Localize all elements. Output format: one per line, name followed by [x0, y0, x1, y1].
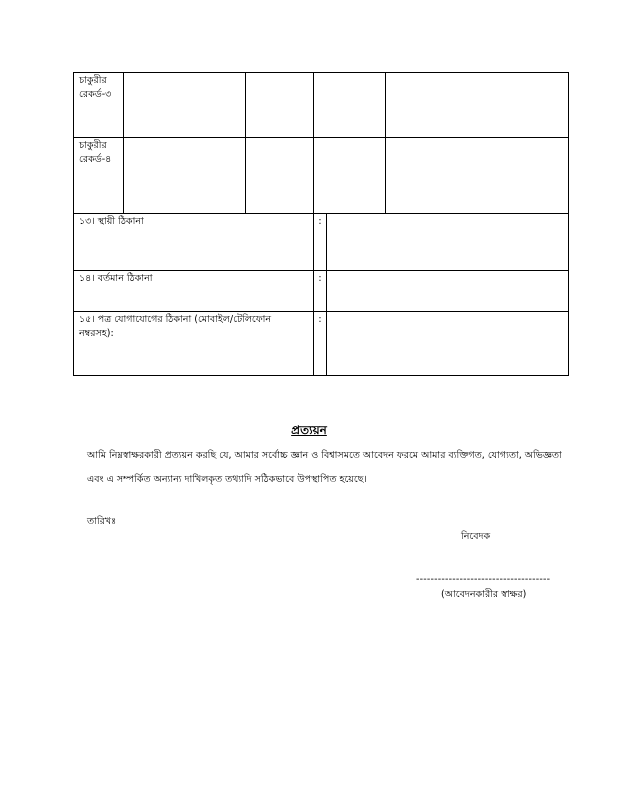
date-label: তারিখঃ [87, 516, 117, 527]
service-record-label: চাকুরীর রেকর্ড-৪ [74, 138, 124, 214]
colon-separator: : [314, 312, 327, 376]
service-record-cell[interactable] [246, 138, 314, 214]
service-record-cell[interactable] [124, 138, 246, 214]
service-record-cell[interactable] [314, 138, 386, 214]
service-record-cell[interactable] [246, 73, 314, 138]
signature-label: (আবেদনকারীর স্বাক্ষর) [441, 589, 527, 600]
address-table [73, 213, 569, 376]
mailing-address-field[interactable] [327, 312, 569, 376]
service-record-cell[interactable] [386, 138, 569, 214]
colon-separator: : [314, 271, 327, 312]
permanent-address-label: ১৩। স্থায়ী ঠিকানা [74, 214, 314, 271]
mailing-address-row [74, 312, 569, 376]
service-record-row [74, 138, 569, 214]
permanent-address-field[interactable] [327, 214, 569, 271]
colon-separator: : [314, 214, 327, 271]
permanent-address-row [74, 214, 569, 271]
service-record-cell[interactable] [314, 73, 386, 138]
signature-line: ------------------------------------- [416, 574, 551, 585]
present-address-row [74, 271, 569, 312]
present-address-label: ১৪। বর্তমান ঠিকানা [74, 271, 314, 312]
applicant-label: নিবেদক [461, 531, 491, 542]
certification-title: প্রত্যয়ন [291, 423, 327, 437]
present-address-field[interactable] [327, 271, 569, 312]
service-record-cell[interactable] [386, 73, 569, 138]
service-record-row [74, 73, 569, 138]
service-records-table [73, 72, 569, 214]
certification-text: আমি নিম্নস্বাক্ষরকারী প্রত্যয়ন করছি যে, আমার সর্বোচ্চ জ্ঞান ও বিশ্বাসমতে আবেদন ফরমে আমার ব্যক্তিগত, যোগ্যতা, অভিজ্ঞতা এবং এ সম্পর্কিত অন্যান্য দাখিলকৃত তথ্যাদি সঠিকভাবে উপস্থাপিত হয়েছে। [87, 450, 562, 485]
service-record-cell[interactable] [124, 73, 246, 138]
mailing-address-label: ১৫। পত্র যোগাযোগের ঠিকানা (মোবাইল/টেলিফোন নম্বরসহ): [74, 312, 314, 376]
service-record-label: চাকুরীর রেকর্ড-৩ [74, 73, 124, 138]
